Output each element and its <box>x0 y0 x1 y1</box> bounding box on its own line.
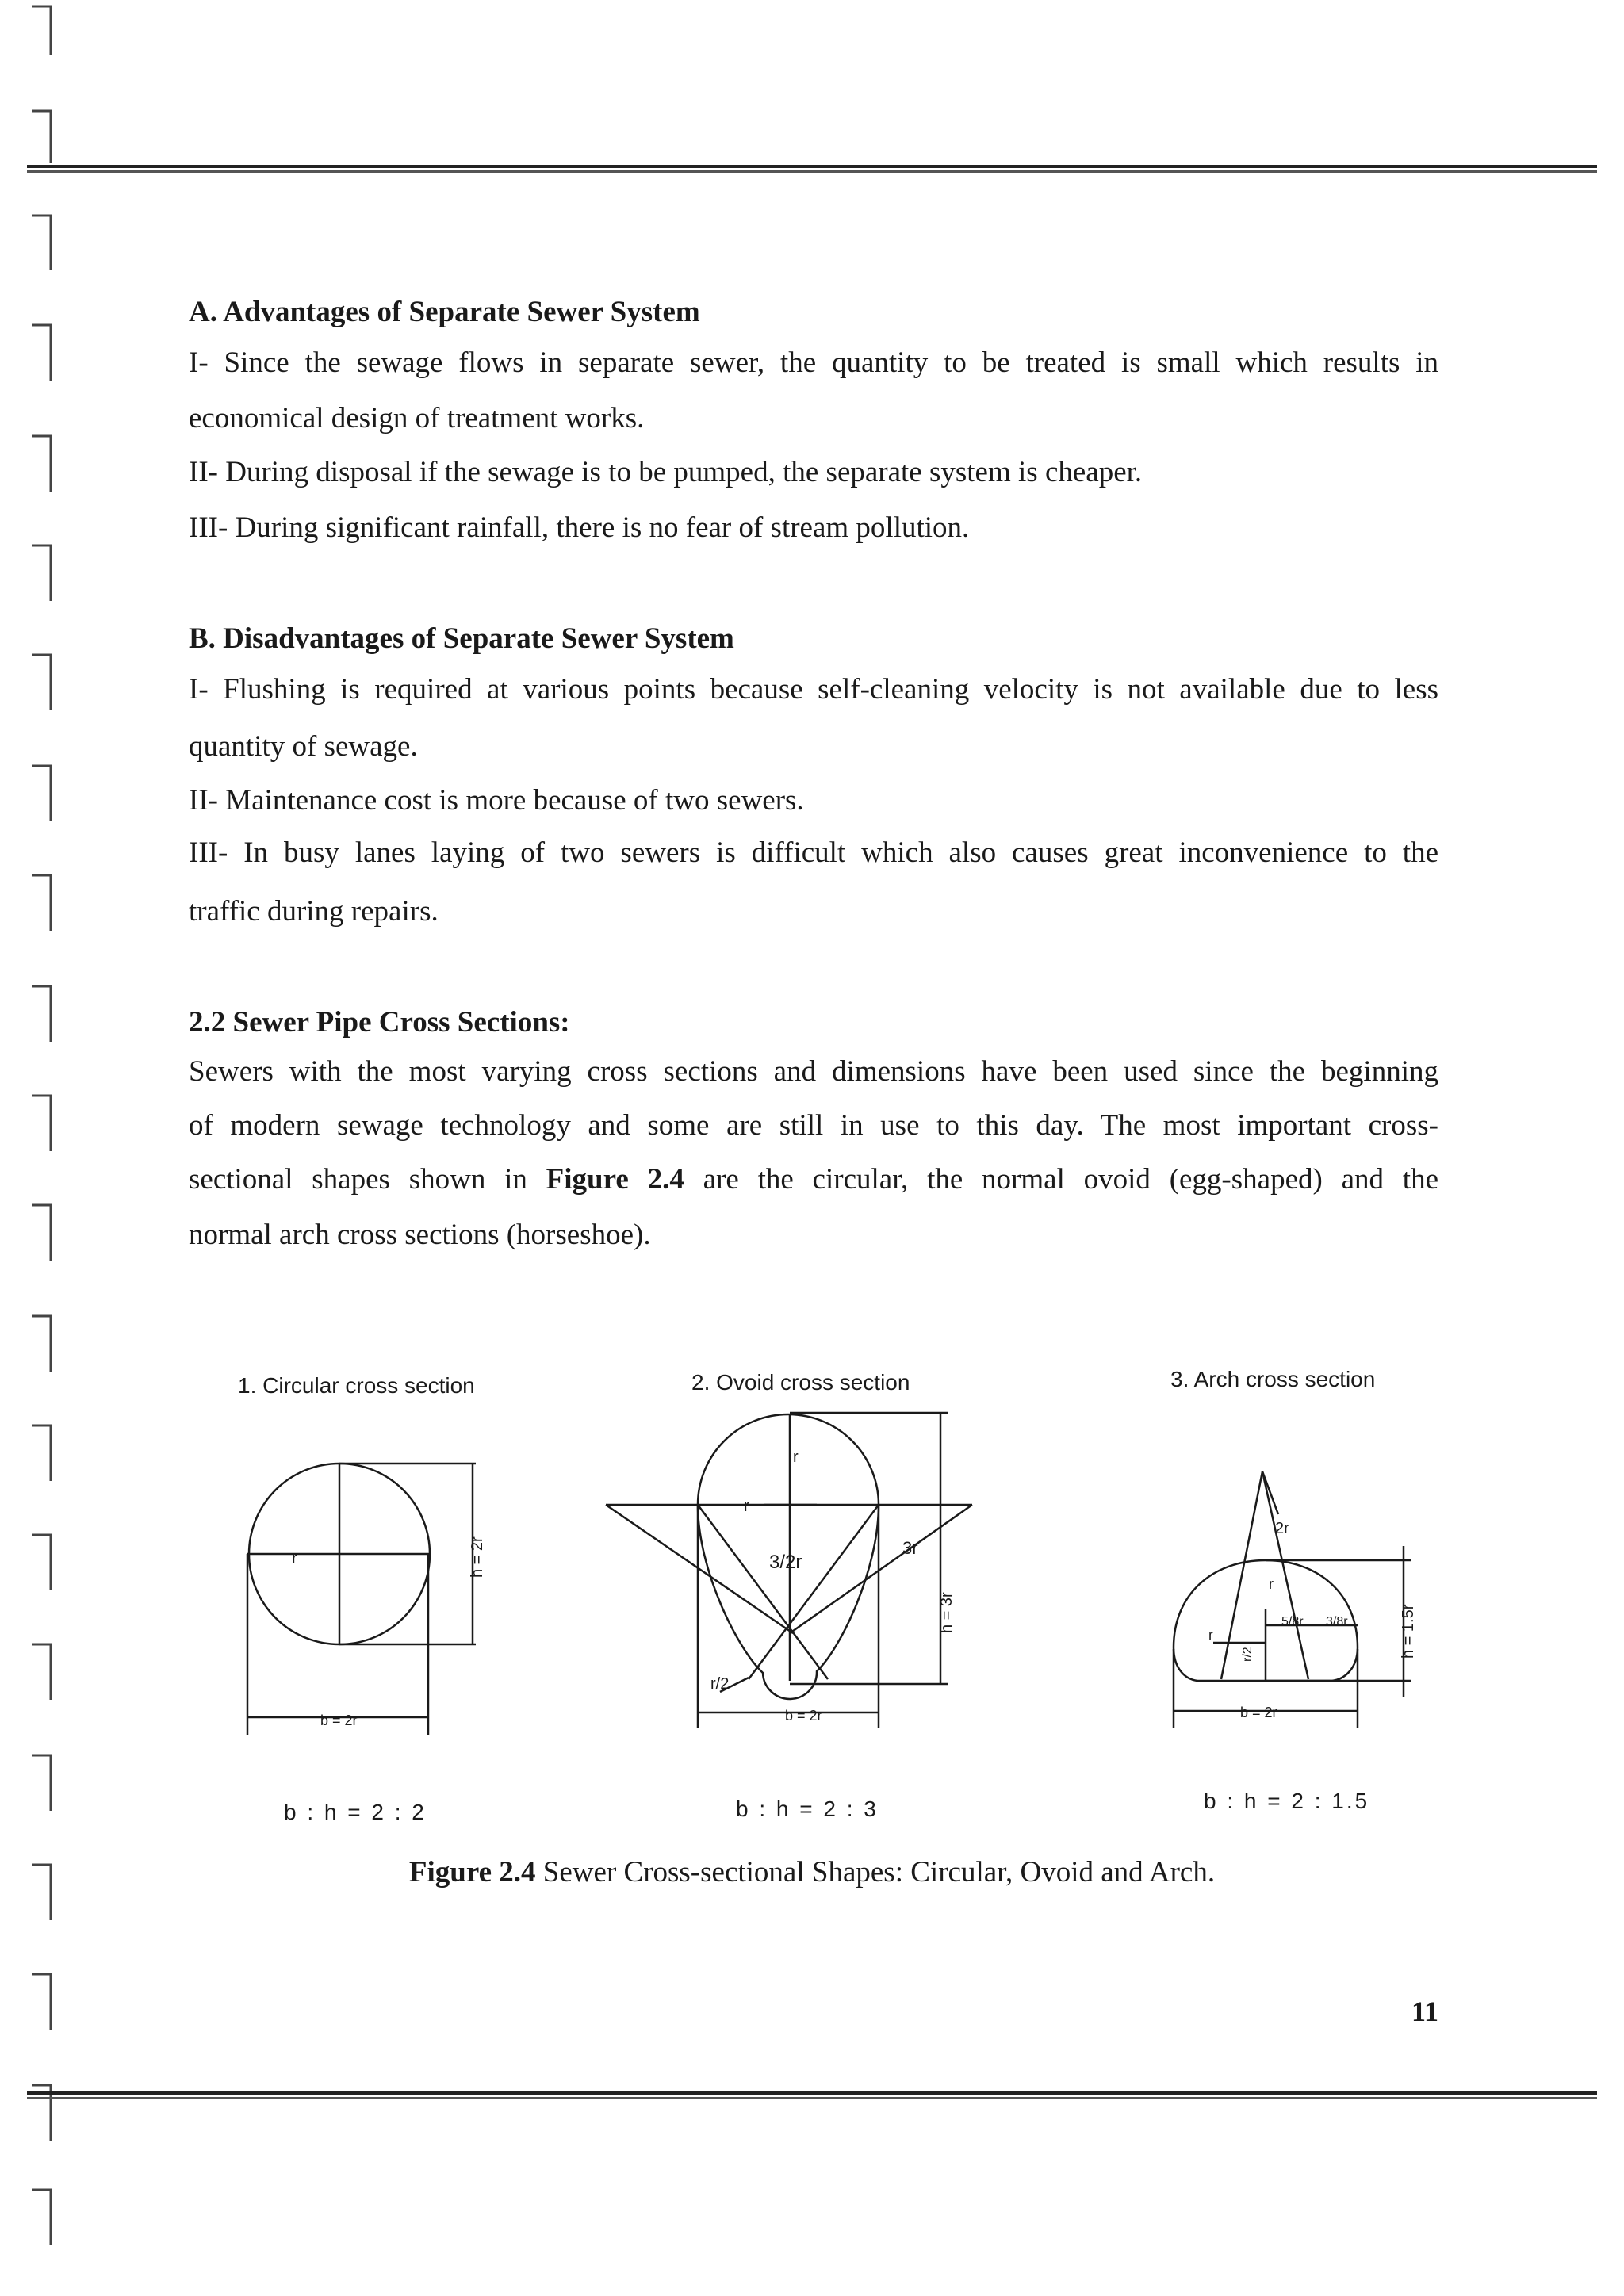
circular-section-drawing <box>247 1464 476 1735</box>
ovoid-label-mid: 3/2r <box>769 1552 802 1573</box>
arch-label-b: b = 2r <box>1240 1705 1277 1720</box>
section-22-line-3b: are the circular, the normal ovoid (egg-shaped) and the <box>703 1163 1439 1196</box>
arch-label-r-top: r <box>1269 1576 1274 1592</box>
section-22-line-2: of modern sewage technology and some are still in use to this day. The most important cross- <box>189 1109 1438 1142</box>
section-22-line-4: normal arch cross sections (horseshoe). <box>189 1219 651 1251</box>
circular-label-r: r <box>292 1550 297 1567</box>
page-number: 11 <box>1411 1996 1438 2027</box>
section-a-line-3: II- During disposal if the sewage is to be pumped, the separate system is cheaper. <box>189 456 1143 488</box>
arch-title: 3. Arch cross section <box>1170 1367 1376 1391</box>
section-a-line-2: economical design of treatment works. <box>189 402 645 434</box>
arch-label-k1: 5/8r <box>1281 1615 1304 1628</box>
arch-section-drawing <box>1174 1471 1411 1728</box>
section-b-line-5: traffic during repairs. <box>189 895 439 928</box>
arch-label-h: h = 1.5r <box>1400 1604 1417 1659</box>
section-a-line-1: I- Since the sewage flows in separate sewer, the quantity to be treated is small which results in <box>189 346 1438 379</box>
section-b-line-2: quantity of sewage. <box>189 730 418 763</box>
ovoid-title: 2. Ovoid cross section <box>691 1370 910 1395</box>
section-22-heading: 2.2 Sewer Pipe Cross Sections: <box>189 1006 570 1039</box>
figure-caption <box>0 1855 1624 1889</box>
circular-label-h: h = 2r <box>469 1536 486 1578</box>
circular-title: 1. Circular cross section <box>238 1373 475 1398</box>
ovoid-label-small: r/2 <box>710 1675 730 1693</box>
ovoid-label-big: 3r <box>902 1538 918 1558</box>
arch-label-r-left: r <box>1208 1627 1213 1643</box>
section-b-line-4: III- In busy lanes laying of two sewers is difficult which also causes great inconvenience to the <box>189 836 1438 869</box>
section-b-line-1: I- Flushing is required at various points because self-cleaning velocity is not available due to less <box>189 673 1438 706</box>
section-a-heading: A. Advantages of Separate Sewer System <box>189 296 700 328</box>
section-22-line-1: Sewers with the most varying cross sections and dimensions have been used since the beginning <box>189 1055 1438 1088</box>
section-22-line-3a: sectional shapes shown in <box>189 1163 527 1196</box>
arch-ratio: b : h = 2 : 1.5 <box>1204 1789 1370 1813</box>
ovoid-label-h: h = 3r <box>938 1592 956 1633</box>
figure-reference: Figure 2.4 <box>546 1163 684 1196</box>
figure-caption-label: Figure 2.4 <box>408 1856 536 1888</box>
circular-label-b: b = 2r <box>320 1712 358 1728</box>
arch-label-k2: 3/8r <box>1326 1615 1348 1628</box>
figure-caption-text: Sewer Cross-sectional Shapes: Circular, Ovoid and Arch. <box>535 1856 1216 1888</box>
ovoid-label-r-top: r <box>793 1448 799 1466</box>
section-b-heading: B. Disadvantages of Separate Sewer System <box>189 622 734 655</box>
ovoid-ratio: b : h = 2 : 3 <box>736 1797 879 1821</box>
arch-label-half: r/2 <box>1241 1647 1254 1662</box>
ovoid-label-b: b = 2r <box>785 1708 822 1724</box>
arch-label-big: 2r <box>1275 1520 1289 1537</box>
section-a-line-4: III- During significant rainfall, there is no fear of stream pollution. <box>189 511 970 544</box>
circular-ratio: b : h = 2 : 2 <box>284 1800 427 1824</box>
ovoid-label-r-left: r <box>744 1498 749 1515</box>
section-b-line-3: II- Maintenance cost is more because of two sewers. <box>189 784 804 817</box>
